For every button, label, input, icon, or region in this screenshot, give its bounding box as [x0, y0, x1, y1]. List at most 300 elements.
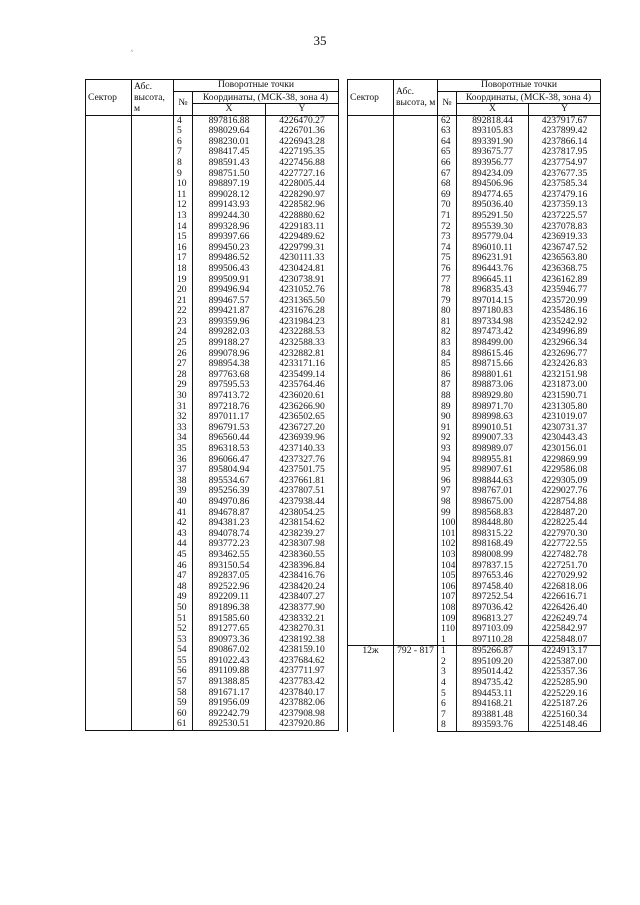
coord-x: 894078.74 [193, 529, 266, 540]
table-row [348, 349, 601, 360]
table-row [348, 317, 601, 328]
point-number: 48 [174, 582, 193, 593]
table-row [86, 561, 339, 572]
sector-cell-empty [348, 635, 394, 646]
coord-y: 4225848.07 [529, 635, 601, 646]
coord-x: 899450.23 [193, 243, 266, 254]
table-row [348, 614, 601, 625]
coord-y: 4229869.99 [529, 455, 601, 466]
point-number: 74 [438, 243, 457, 254]
altitude-cell-empty [394, 253, 438, 264]
table-row [86, 518, 339, 529]
sector-cell-empty [348, 402, 394, 413]
point-number: 53 [174, 635, 193, 646]
point-number: 71 [438, 211, 457, 222]
coord-x: 899509.91 [193, 275, 266, 286]
point-number: 23 [174, 317, 193, 328]
coord-x: 899028.12 [193, 190, 266, 201]
coord-x: 898929.80 [457, 391, 529, 402]
table-row [348, 126, 601, 137]
header-y: Y [529, 104, 601, 116]
sector-cell-empty [348, 550, 394, 561]
coord-y: 4231676.28 [266, 306, 339, 317]
table-row [348, 264, 601, 275]
table-row [86, 243, 339, 254]
altitude-cell-empty [132, 529, 174, 540]
coord-x: 896010.11 [457, 243, 529, 254]
coord-y: 4229799.31 [266, 243, 339, 254]
altitude-cell-empty [132, 200, 174, 211]
point-number: 9 [174, 169, 193, 180]
coord-y: 4236563.80 [529, 253, 601, 264]
coord-y: 4237920.86 [266, 719, 339, 730]
coord-x: 898230.01 [193, 137, 266, 148]
table-row [348, 486, 601, 497]
altitude-cell-empty [394, 465, 438, 476]
sector-cell-empty [348, 296, 394, 307]
sector-cell-empty [86, 486, 132, 497]
header-coordinates: Координаты, (МСК-38, зона 4) [457, 92, 601, 104]
sector-cell-empty [86, 338, 132, 349]
altitude-cell-empty [394, 211, 438, 222]
coord-y: 4224913.17 [529, 646, 601, 657]
point-number: 25 [174, 338, 193, 349]
sector-cell-empty [86, 561, 132, 572]
coord-x: 892818.44 [457, 115, 529, 126]
coord-x: 897837.15 [457, 561, 529, 572]
coord-y: 4235242.92 [529, 317, 601, 328]
coord-x: 899496.94 [193, 285, 266, 296]
sector-cell-empty [348, 508, 394, 519]
point-number: 107 [438, 592, 457, 603]
altitude-cell-empty [132, 508, 174, 519]
coord-x: 897653.46 [457, 571, 529, 582]
header-number: № [174, 92, 193, 116]
point-number: 87 [438, 380, 457, 391]
sector-cell-empty [348, 614, 394, 625]
sector-cell-empty [86, 476, 132, 487]
coord-y: 4234996.89 [529, 327, 601, 338]
coord-x: 899467.57 [193, 296, 266, 307]
coord-y: 4231305.80 [529, 402, 601, 413]
coord-y: 4238054.25 [266, 508, 339, 519]
point-number: 78 [438, 285, 457, 296]
sector-cell-empty [348, 327, 394, 338]
coord-x: 897218.76 [193, 402, 266, 413]
point-number: 51 [174, 614, 193, 625]
coord-y: 4231984.23 [266, 317, 339, 328]
altitude-cell-empty [394, 423, 438, 434]
sector-cell-empty [348, 275, 394, 286]
coord-y: 4236919.33 [529, 232, 601, 243]
coord-x: 895539.30 [457, 222, 529, 233]
altitude-cell-empty [394, 497, 438, 508]
altitude-cell-empty [394, 391, 438, 402]
table-row [86, 603, 339, 614]
point-number: 102 [438, 539, 457, 550]
sector-cell-empty [86, 253, 132, 264]
altitude-cell-empty [132, 603, 174, 614]
sector-cell-empty [348, 285, 394, 296]
coord-y: 4238192.38 [266, 635, 339, 646]
coord-x: 892209.11 [193, 592, 266, 603]
point-number: 8 [438, 720, 457, 731]
coord-y: 4232426.83 [529, 359, 601, 370]
sector-cell-empty [86, 137, 132, 148]
coord-x: 899078.96 [193, 349, 266, 360]
coord-y: 4231873.00 [529, 380, 601, 391]
coord-y: 4237866.14 [529, 137, 601, 148]
point-number: 43 [174, 529, 193, 540]
table-row [86, 380, 339, 391]
coord-y: 4238377.90 [266, 603, 339, 614]
altitude-cell-empty [394, 264, 438, 275]
point-number: 103 [438, 550, 457, 561]
table-row [86, 614, 339, 625]
table-row [348, 275, 601, 286]
coord-y: 4238307.98 [266, 539, 339, 550]
altitude-cell-empty [132, 190, 174, 201]
coord-y: 4228487.20 [529, 508, 601, 519]
coord-y: 4227722.55 [529, 539, 601, 550]
sector-cell-empty [86, 391, 132, 402]
coord-y: 4238416.76 [266, 571, 339, 582]
sector-cell-empty [86, 264, 132, 275]
table-row [348, 455, 601, 466]
altitude-cell-empty [132, 486, 174, 497]
coord-y: 4236939.96 [266, 433, 339, 444]
coord-y: 4225160.34 [529, 710, 601, 721]
altitude-cell-empty [132, 391, 174, 402]
table-row [86, 635, 339, 646]
coord-y: 4237754.97 [529, 158, 601, 169]
coord-x: 893881.48 [457, 710, 529, 721]
table-row [348, 592, 601, 603]
table-row [348, 465, 601, 476]
coord-x: 896560.44 [193, 433, 266, 444]
coord-x: 897595.53 [193, 380, 266, 391]
point-number: 79 [438, 296, 457, 307]
sector-cell-empty [86, 592, 132, 603]
header-turn-points: Поворотные точки [174, 80, 339, 92]
altitude-cell-empty [394, 476, 438, 487]
table-row [86, 571, 339, 582]
table-row [86, 169, 339, 180]
altitude-cell-empty [132, 412, 174, 423]
coord-x: 892530.51 [193, 719, 266, 730]
point-number: 49 [174, 592, 193, 603]
coord-y: 4238332.21 [266, 614, 339, 625]
sector-cell-empty [86, 179, 132, 190]
coord-y: 4236368.75 [529, 264, 601, 275]
coord-x: 892522.96 [193, 582, 266, 593]
point-number: 5 [174, 126, 193, 137]
point-number: 58 [174, 688, 193, 699]
sector-cell-empty [86, 465, 132, 476]
altitude-cell-empty [394, 359, 438, 370]
table-row [86, 656, 339, 667]
point-number: 84 [438, 349, 457, 360]
coord-x: 897103.09 [457, 624, 529, 635]
point-number: 100 [438, 518, 457, 529]
point-number: 98 [438, 497, 457, 508]
point-number: 94 [438, 455, 457, 466]
point-number: 67 [438, 169, 457, 180]
table-row [348, 476, 601, 487]
altitude-cell-empty [394, 137, 438, 148]
coord-y: 4232882.81 [266, 349, 339, 360]
sector-cell-empty [86, 624, 132, 635]
point-number: 50 [174, 603, 193, 614]
coord-x: 899282.03 [193, 327, 266, 338]
coord-x: 895266.87 [457, 646, 529, 657]
sector-cell-empty [348, 518, 394, 529]
coord-y: 4238159.10 [266, 645, 339, 656]
altitude-cell-empty [132, 126, 174, 137]
coord-y: 4227456.88 [266, 158, 339, 169]
point-number: 41 [174, 508, 193, 519]
table-row [348, 232, 601, 243]
coord-x: 891022.43 [193, 656, 266, 667]
coord-y: 4226426.40 [529, 603, 601, 614]
coord-y: 4230111.33 [266, 253, 339, 264]
sector-cell-empty [86, 169, 132, 180]
table-row [86, 539, 339, 550]
altitude-cell-empty [132, 158, 174, 169]
point-number: 7 [438, 710, 457, 721]
coord-y: 4238154.62 [266, 518, 339, 529]
coord-x: 899244.30 [193, 211, 266, 222]
coord-x: 893675.77 [457, 147, 529, 158]
altitude-cell-empty [394, 317, 438, 328]
sector-cell-empty [86, 508, 132, 519]
header-altitude: Абс. высота, м [394, 80, 438, 116]
point-number: 110 [438, 624, 457, 635]
point-number: 66 [438, 158, 457, 169]
header-coordinates: Координаты, (МСК-38, зона 4) [193, 92, 339, 104]
altitude-cell-empty [132, 592, 174, 603]
altitude-cell-empty [394, 561, 438, 572]
sector-cell-empty [86, 666, 132, 677]
table-row [348, 211, 601, 222]
sector-cell-empty [86, 158, 132, 169]
altitude-cell-empty [394, 296, 438, 307]
point-number: 59 [174, 698, 193, 709]
table-row [86, 179, 339, 190]
point-number: 19 [174, 275, 193, 286]
sector-cell-empty [86, 327, 132, 338]
coord-y: 4228005.44 [266, 179, 339, 190]
altitude-cell-empty [132, 624, 174, 635]
point-number: 20 [174, 285, 193, 296]
coord-y: 4237817.95 [529, 147, 601, 158]
coord-x: 897014.15 [457, 296, 529, 307]
sector-cell-empty [348, 190, 394, 201]
coord-x: 894678.87 [193, 508, 266, 519]
altitude-cell-empty [132, 338, 174, 349]
sector-cell-empty [86, 497, 132, 508]
coord-y: 4229586.08 [529, 465, 601, 476]
coord-y: 4237908.98 [266, 709, 339, 720]
sector-cell-empty [86, 614, 132, 625]
table-row [348, 253, 601, 264]
altitude-cell-empty [394, 349, 438, 360]
coord-x: 893105.83 [457, 126, 529, 137]
coord-y: 4225387.00 [529, 657, 601, 668]
sector-cell-empty [86, 115, 132, 126]
coord-y: 4225148.46 [529, 720, 601, 731]
point-number: 60 [174, 709, 193, 720]
table-row [348, 222, 601, 233]
coord-y: 4228290.97 [266, 190, 339, 201]
altitude-cell-empty [394, 433, 438, 444]
coord-y: 4228582.96 [266, 200, 339, 211]
table-row [86, 688, 339, 699]
sector-cell-empty [348, 306, 394, 317]
point-number: 22 [174, 306, 193, 317]
sector-cell-empty [348, 147, 394, 158]
coord-x: 898971.70 [457, 402, 529, 413]
table-row [86, 645, 339, 656]
altitude-cell-empty [132, 296, 174, 307]
table-row [348, 147, 601, 158]
table-row [348, 327, 601, 338]
sector-cell-empty [348, 455, 394, 466]
table-row [348, 518, 601, 529]
coord-y: 4237677.35 [529, 169, 601, 180]
table-row [348, 370, 601, 381]
coord-y: 4237225.57 [529, 211, 601, 222]
sector-cell-empty [86, 190, 132, 201]
coord-x: 899421.87 [193, 306, 266, 317]
point-number: 104 [438, 561, 457, 572]
altitude-cell-empty [132, 539, 174, 550]
coord-y: 4231052.76 [266, 285, 339, 296]
coord-x: 897334.98 [457, 317, 529, 328]
altitude-cell-empty [132, 719, 174, 730]
coord-y: 4230424.81 [266, 264, 339, 275]
altitude-cell-empty [132, 688, 174, 699]
sector-cell-empty [86, 349, 132, 360]
altitude-cell-empty [132, 571, 174, 582]
altitude-cell-empty [132, 222, 174, 233]
sector-cell-empty [348, 232, 394, 243]
point-number: 86 [438, 370, 457, 381]
altitude-cell-empty [394, 592, 438, 603]
sector-cell-empty [86, 317, 132, 328]
point-number: 61 [174, 719, 193, 730]
altitude-cell-empty [132, 264, 174, 275]
sector-cell-empty [86, 709, 132, 720]
coord-y: 4226943.28 [266, 137, 339, 148]
table-row [348, 190, 601, 201]
sector-cell-empty [86, 423, 132, 434]
point-number: 62 [438, 115, 457, 126]
coord-x: 898844.63 [457, 476, 529, 487]
coord-x: 891896.38 [193, 603, 266, 614]
coord-x: 898029.64 [193, 126, 266, 137]
header-sector: Сектор [86, 80, 132, 116]
altitude-cell-empty [132, 444, 174, 455]
point-number: 6 [438, 699, 457, 710]
coord-y: 4225187.26 [529, 699, 601, 710]
altitude-cell-empty [132, 359, 174, 370]
sector-cell-empty [86, 719, 132, 730]
point-number: 97 [438, 486, 457, 497]
coord-y: 4237501.75 [266, 465, 339, 476]
point-number: 36 [174, 455, 193, 466]
coord-y: 4229305.09 [529, 476, 601, 487]
altitude-cell-empty [132, 115, 174, 126]
altitude-cell-empty [394, 571, 438, 582]
altitude-cell-empty [132, 476, 174, 487]
coord-x: 898907.61 [457, 465, 529, 476]
table-row [86, 338, 339, 349]
table-row [86, 317, 339, 328]
coord-y: 4229183.11 [266, 222, 339, 233]
point-number: 40 [174, 497, 193, 508]
table-row [86, 296, 339, 307]
sector-cell-empty [86, 444, 132, 455]
coord-x: 895014.42 [457, 667, 529, 678]
coord-y: 4225842.97 [529, 624, 601, 635]
sector-cell-empty [86, 582, 132, 593]
sector-cell-empty [348, 582, 394, 593]
coord-y: 4236727.20 [266, 423, 339, 434]
sector-cell-empty [86, 359, 132, 370]
point-number: 21 [174, 296, 193, 307]
point-number: 91 [438, 423, 457, 434]
point-number: 30 [174, 391, 193, 402]
coord-y: 4235486.16 [529, 306, 601, 317]
coord-x: 894774.65 [457, 190, 529, 201]
point-number: 46 [174, 561, 193, 572]
point-number: 99 [438, 508, 457, 519]
header-altitude: Абс. высота, м [132, 80, 174, 116]
table-row [86, 402, 339, 413]
table-row [86, 359, 339, 370]
coord-x: 895109.20 [457, 657, 529, 668]
table-row [86, 327, 339, 338]
point-number: 76 [438, 264, 457, 275]
sector-cell-empty [348, 571, 394, 582]
point-number: 8 [174, 158, 193, 169]
altitude-cell-empty [132, 243, 174, 254]
point-number: 70 [438, 200, 457, 211]
altitude-cell-empty [394, 147, 438, 158]
altitude-cell-empty [394, 158, 438, 169]
sector-cell-empty [348, 539, 394, 550]
table-row [348, 539, 601, 550]
coord-x: 896645.11 [457, 275, 529, 286]
point-number: 72 [438, 222, 457, 233]
coord-y: 4229027.76 [529, 486, 601, 497]
coord-y: 4237479.16 [529, 190, 601, 201]
point-number: 88 [438, 391, 457, 402]
coord-x: 894735.42 [457, 678, 529, 689]
coord-x: 892242.79 [193, 709, 266, 720]
sector-cell-empty [86, 380, 132, 391]
coord-y: 4230156.01 [529, 444, 601, 455]
sector-cell-empty [86, 539, 132, 550]
altitude-cell-empty [132, 327, 174, 338]
coord-y: 4232588.33 [266, 338, 339, 349]
altitude-cell-empty [132, 370, 174, 381]
point-number: 89 [438, 402, 457, 413]
table-row [86, 349, 339, 360]
coord-y: 4228880.62 [266, 211, 339, 222]
altitude-cell-empty [394, 582, 438, 593]
